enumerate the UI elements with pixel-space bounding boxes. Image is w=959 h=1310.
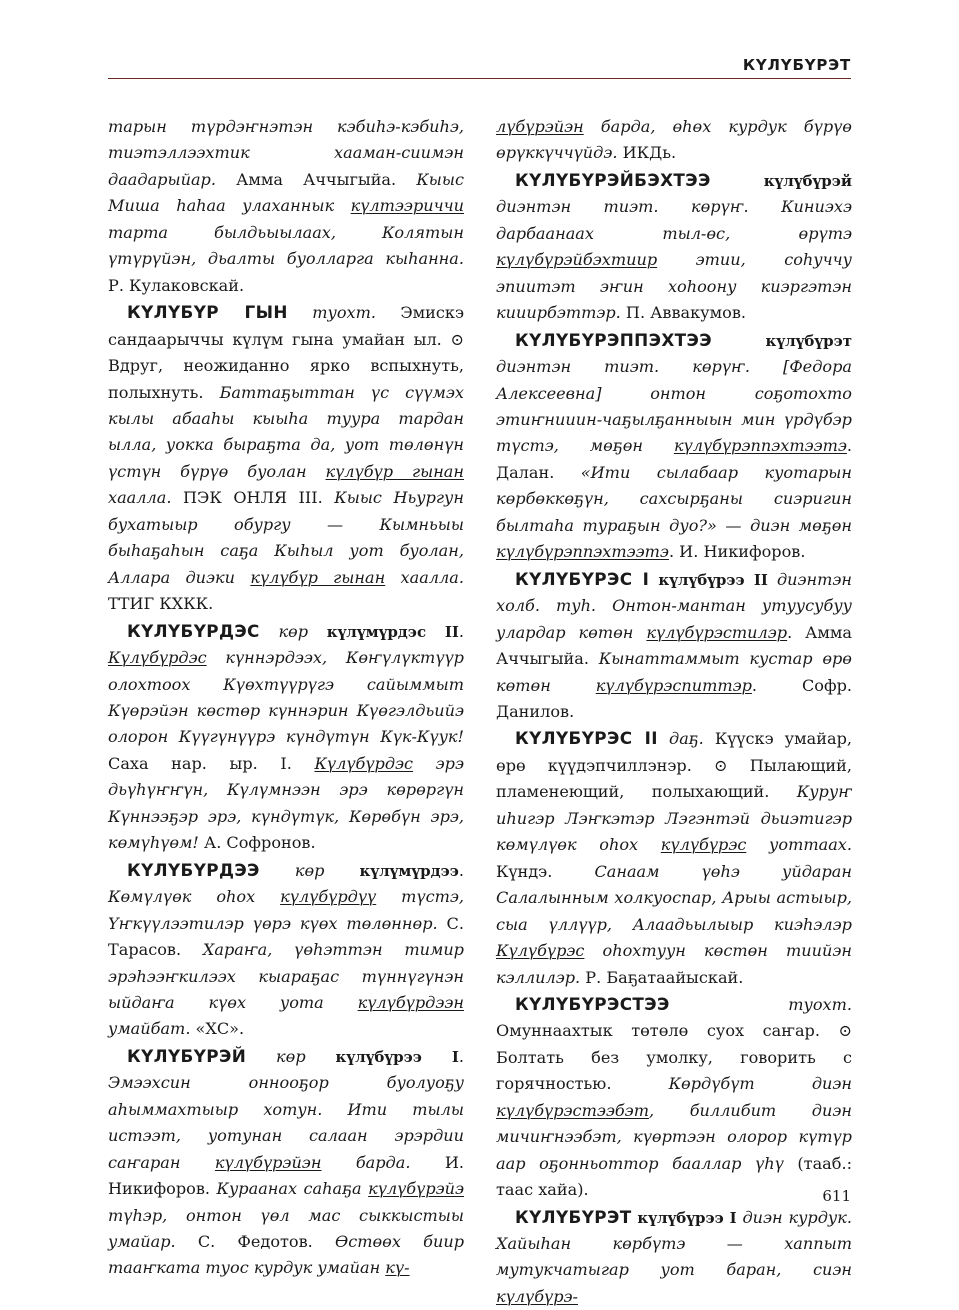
headword: КҮЛҮБҮРДЭЭ	[127, 859, 260, 880]
continued-paragraph: лүбүрэйэн барда, өһөх курдук бүрүө өрүккүччүйдэ. ИКДь.	[496, 117, 852, 163]
entry-kulubur-estee: КҮЛҮБҮРЭСТЭЭ туохт. Омуннаахтык төтөлө суох саҥар. ⊙ Болтать без умолку, говорить с горячностью. Көрдүбүт диэн күлүбүрэстээбэт, биллибит диэн мичиҥнээбэт, күөртээн олорор күтүр аар оҕонньоттор бааллар үһү (тааб.: таас хайа).	[496, 993, 852, 1200]
headword: КҮЛҮБҮРЭЙ	[127, 1045, 247, 1066]
entry-kulubur-eppekhtee: КҮЛҮБҮРЭППЭХТЭЭ күлүбүрэт диэнтэн тиэт. көрүҥ. [Федора Алексеевна] онтон соҕотохто этиҥнииин-чаҕылҕанныын мин үрдүбэр түстэ, мөҕөн күлүбүрэппэхтээтэ. Далан. «Ити сылабаар куотарын көрбөккөҕүн, сахсырҕаны сиэригин былтаһа тураҕын дуо?» — диэн мөҕөн күлүбүрэппэхтээтэ. И. Никифоров.	[496, 329, 852, 562]
entry-kulubur-dee: КҮЛҮБҮРДЭЭ көр күлүмүрдээ. Көмүлүөк оһох күлүбүрдүү түстэ, Үҥкүүлээтилэр үөрэ күөх төлөннөр. С. Тарасов. Хараҥа, үөһэттэн тимир эрэһээҥкилээх кыараҕас түннүгүнэн ыйдаҥа күөх уота күлүбүрдээн умайбат. «ХС».	[108, 859, 464, 1039]
entry-kulubur-es-1: КҮЛҮБҮРЭС I күлүбүрээ II диэнтэн холб. туһ. Онтон-мантан утуусубуу улардар көтөн күлүбүрэстилэр. Амма Аччыгыйа. Кынаттаммыт кустар өрө көтөн күлүбүрэспиттэр. Софр. Данилов.	[496, 568, 853, 721]
headword: КҮЛҮБҮРДЭС	[127, 620, 260, 641]
continued-paragraph: тарын түрдэҥнэтэн кэбиһэ-кэбиһэ, тиэтэллээхтик хааман-сиимэн даадарыйар. Амма Аччыгыйа. Кыыс Миша һаһаа улаханнык күлтээриччи тарта былдьыылаах, Колятын үтүрүйэн, дьалты буолларга кыһанна. Р. Кулаковскай.	[108, 117, 464, 295]
right-column	[496, 114, 852, 1310]
entry-kulubur-et: КҮЛҮБҮРЭТ күлүбүрээ I диэн курдук. Хайыһан көрбүтэ — хаппыт мутукчатыгар уот баран, сиэн күлүбүрэ-	[496, 1206, 852, 1306]
entry-kulubur-eybekhtee: КҮЛҮБҮРЭЙБЭХТЭЭ күлүбүрэй диэнтэн тиэт. көрүҥ. Киниэхэ дарбаанаах тыл-өс, өрүтэ күлүбүрэйбэхтиир этии, соһуччу эпиитэт эҥин хоһоону киэргэтэн кииирбэттэр. П. Аввакумов.	[496, 169, 852, 323]
headword: КҮЛҮБҮРЭСТЭЭ	[515, 993, 670, 1014]
running-head-title: КҮЛҮБҮРЭТ	[742, 56, 851, 74]
entry-kulubur-des: КҮЛҮБҮРДЭС көр күлүмүрдэс II. Күлүбүрдэс күннэрдээх, Көҥүлүктүүр олохтоох Күөхтүүрүгэ сайыммыт Күөрэйэн көстөр күннэрин Күөгэлдьийэ олорон Күүгүнүүрэ күндүтүн Күк-Күук! Саха нар. ыр. I. Күлүбүрдэс эрэ дьүһүҥҥүн, Күлүмнээн эрэ көрөргүн Күннээҕэр эрэ, күндүтүк, Көрөбүн эрэ, көмүһүөм! А. Софронов.	[108, 620, 465, 853]
entry-kulubur-es-2: КҮЛҮБҮРЭС II даҕ. Күүскэ умайар, өрө күүдэпчиллэнэр. ⊙ Пылающий, пламенеющий, полыхающий. Куруҥ иһигэр Лэҥкэтэр Лэгэнтэй дьиэтигэр көмүлүөк оһох күлүбүрэс уоттаах. Күндэ. Санаам үөһэ уйдаран Салалынным холкуоспар, Арыы астыыр, сыа үллүүр, Алаадьылыыр киэһэлэр Күлүбүрэс оһохтуун көстөн тиийэн кэллилэр. Р. Баҕатаайыскай.	[496, 728, 852, 987]
entry-kulubur-ey: КҮЛҮБҮРЭЙ көр күлүбүрээ I. Эмээхсин оннооҕор буолуоҕу аһыммахтыыр хотун. Ити тылы истээт, уотунан салаан эрэрдии саҥаран күлүбүрэйэн барда. И. Никифоров. Кураанах саһаҕа күлүбүрэйэ түһэр, онтон үөл мас сыккыстыы умайар. С. Федотов. Өстөөх биир тааҥката туос курдук умайан кү-	[108, 1045, 465, 1278]
headword: КҮЛҮБҮРЭТ	[515, 1206, 632, 1227]
headword: КҮЛҮБҮРЭС II	[515, 728, 658, 749]
headword: КҮЛҮБҮР ГЫН	[127, 302, 288, 323]
left-column	[108, 114, 464, 1282]
headword: КҮЛҮБҮРЭС I	[515, 568, 650, 589]
page-number: 611	[822, 1187, 851, 1205]
running-head	[108, 56, 851, 79]
headword: КҮЛҮБҮРЭЙБЭХТЭЭ	[515, 169, 711, 190]
entry-kulubur-gyn: КҮЛҮБҮР ГЫН туохт. Эмискэ сандаарыччы күлүм гына умайан ыл. ⊙ Вдруг, неожиданно ярко вспыхнуть, полыхнуть. Баттаҕыттан үс сүүмэх кылы абааһы кыыһа туура тардан ылла, уокка быраҕта да, уот төлөнүн үстүн бүрүө буолан күлүбүр гынан хаалла. ПЭК ОНЛЯ III. Кыыс Ньургун бухатыыр обургу — Кымньыы быһаҕаһын саҕа Кыһыл уот буолан, Аллара диэки күлүбүр гынан хаалла. ТТИГ КХКК.	[108, 302, 464, 614]
headword: КҮЛҮБҮРЭППЭХТЭЭ	[515, 329, 712, 350]
